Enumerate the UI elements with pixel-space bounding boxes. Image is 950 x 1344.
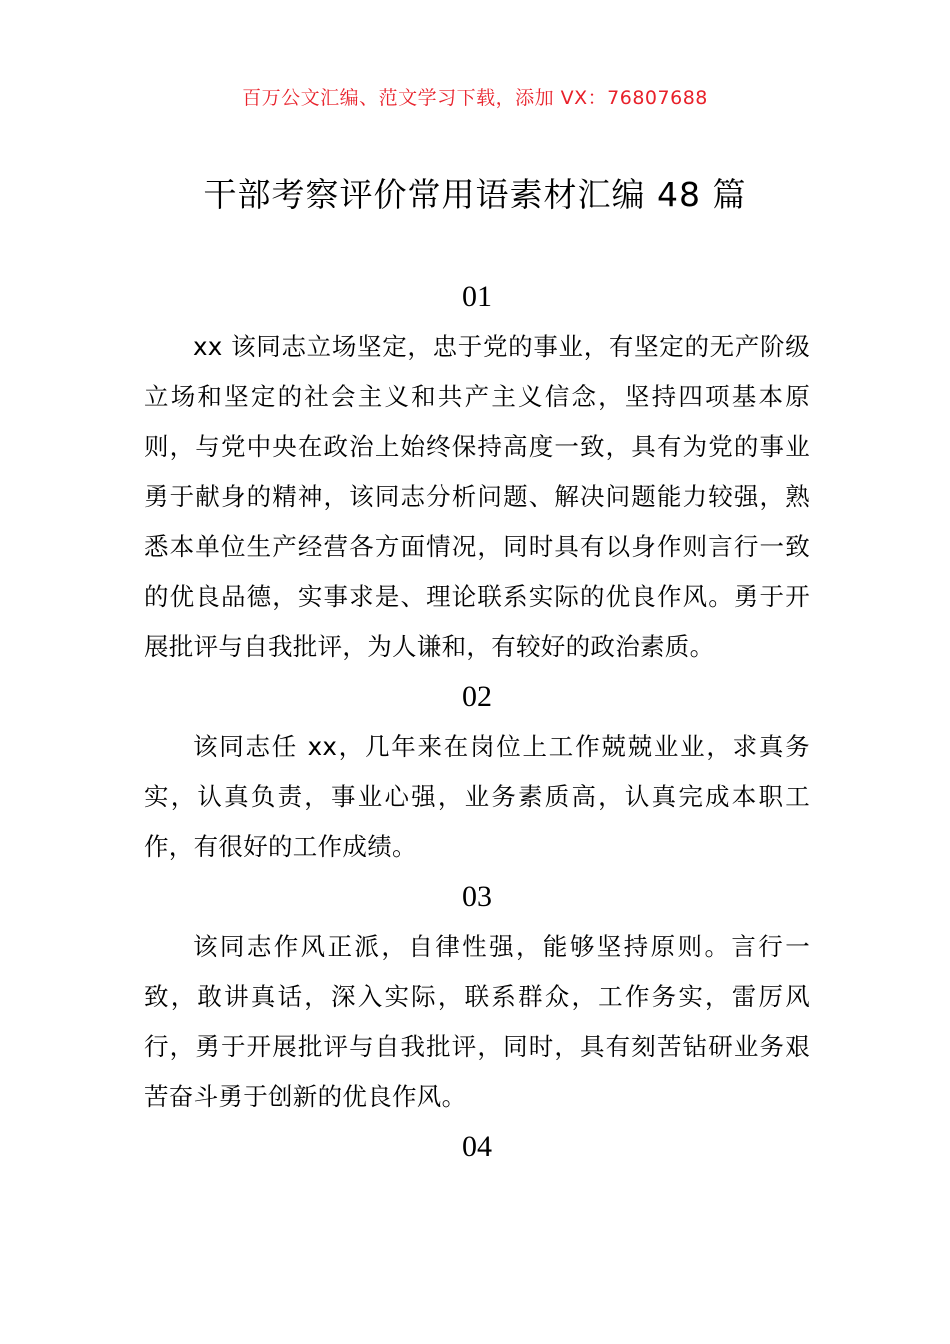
section-number-03: 03	[462, 880, 492, 913]
document-body	[144, 272, 810, 1172]
section-number-01: 01	[462, 280, 492, 313]
document-title: 干部考察评价常用语素材汇编 48 篇	[203, 175, 747, 214]
section-paragraph-02: 该同志任 xx，几年来在岗位上工作兢兢业业，求真务实，认真负责，事业心强，业务素质高，认真完成本职工作，有很好的工作成绩。	[144, 732, 810, 861]
section-paragraph-01: xx 该同志立场坚定，忠于党的事业，有坚定的无产阶级立场和坚定的社会主义和共产主义信念，坚持四项基本原则，与党中央在政治上始终保持高度一致，具有为党的事业勇于献身的精神，该同志分析问题、解决问题能力较强，熟悉本单位生产经营各方面情况，同时具有以身作则言行一致的优良品德，实事求是、理论联系实际的优良作风。勇于开展批评与自我批评，为人谦和，有较好的政治素质。	[144, 332, 810, 661]
section-number-02: 02	[462, 680, 492, 713]
section-paragraph-03: 该同志作风正派，自律性强，能够坚持原则。言行一致，敢讲真话，深入实际，联系群众，工作务实，雷厉风行，勇于开展批评与自我批评，同时，具有刻苦钻研业务艰苦奋斗勇于创新的优良作风。	[144, 932, 810, 1111]
section-number-04: 04	[462, 1130, 492, 1163]
watermark-banner: 百万公文汇编、范文学习下载，添加 VX：76807688	[242, 87, 708, 109]
